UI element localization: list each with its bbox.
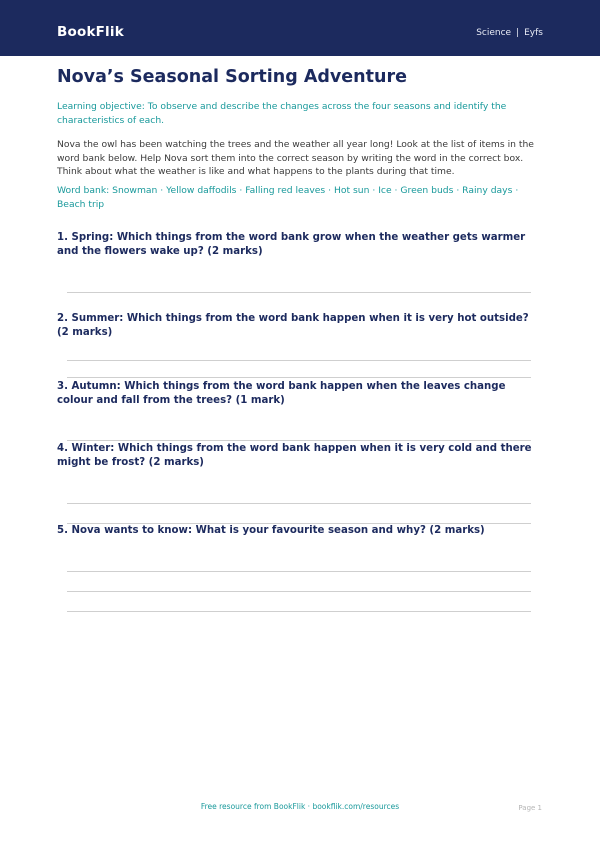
answer-line[interactable] (67, 377, 531, 378)
header-bar (0, 0, 600, 56)
worksheet-title: Nova’s Seasonal Sorting Adventure (57, 67, 407, 87)
question-1: 1. Spring: Which things from the word bank grow when the weather gets warmer and the flowers wake up? (2 marks) (57, 232, 526, 257)
answer-line[interactable] (67, 571, 531, 572)
answer-line[interactable] (67, 292, 531, 293)
page-number: Page 1 (518, 804, 542, 812)
header-meta (476, 27, 543, 39)
brand-logo[interactable]: BookFlik (57, 24, 124, 40)
answer-line[interactable] (67, 591, 531, 592)
level-label: Eyfs (524, 28, 543, 38)
intro-text: Nova the owl has been watching the trees and the weather all year long! Look at the list of items in the word bank below. Help Nova sort them into the correct season by writing the word in the correct box. Think about what the weather is like and what happens to the plants during that time. (57, 139, 534, 177)
learning-objective: Learning objective: To observe and describe the changes across the four seasons and identify the characteristics of each. (57, 101, 507, 126)
footer-text[interactable]: Free resource from BookFlik · bookflik.com/resources (200, 802, 400, 811)
answer-line[interactable] (67, 503, 531, 504)
question-2: 2. Summer: Which things from the word bank happen when it is very hot outside? (2 marks) (57, 313, 529, 338)
word-bank: Word bank: Snowman · Yellow daffodils · Falling red leaves · Hot sun · Ice · Green buds · Rainy days · Beach trip (57, 185, 519, 210)
answer-line[interactable] (67, 611, 531, 612)
question-5: 5. Nova wants to know: What is your favourite season and why? (2 marks) (57, 525, 485, 536)
meta-separator: | (516, 28, 520, 38)
subject-label: Science (476, 28, 512, 38)
answer-line[interactable] (67, 440, 531, 441)
question-3: 3. Autumn: Which things from the word bank happen when the leaves change colour and fall from the trees? (1 mark) (57, 381, 506, 406)
answer-line[interactable] (67, 360, 531, 361)
question-4: 4. Winter: Which things from the word bank happen when it is very cold and there might be frost? (2 marks) (57, 443, 532, 468)
